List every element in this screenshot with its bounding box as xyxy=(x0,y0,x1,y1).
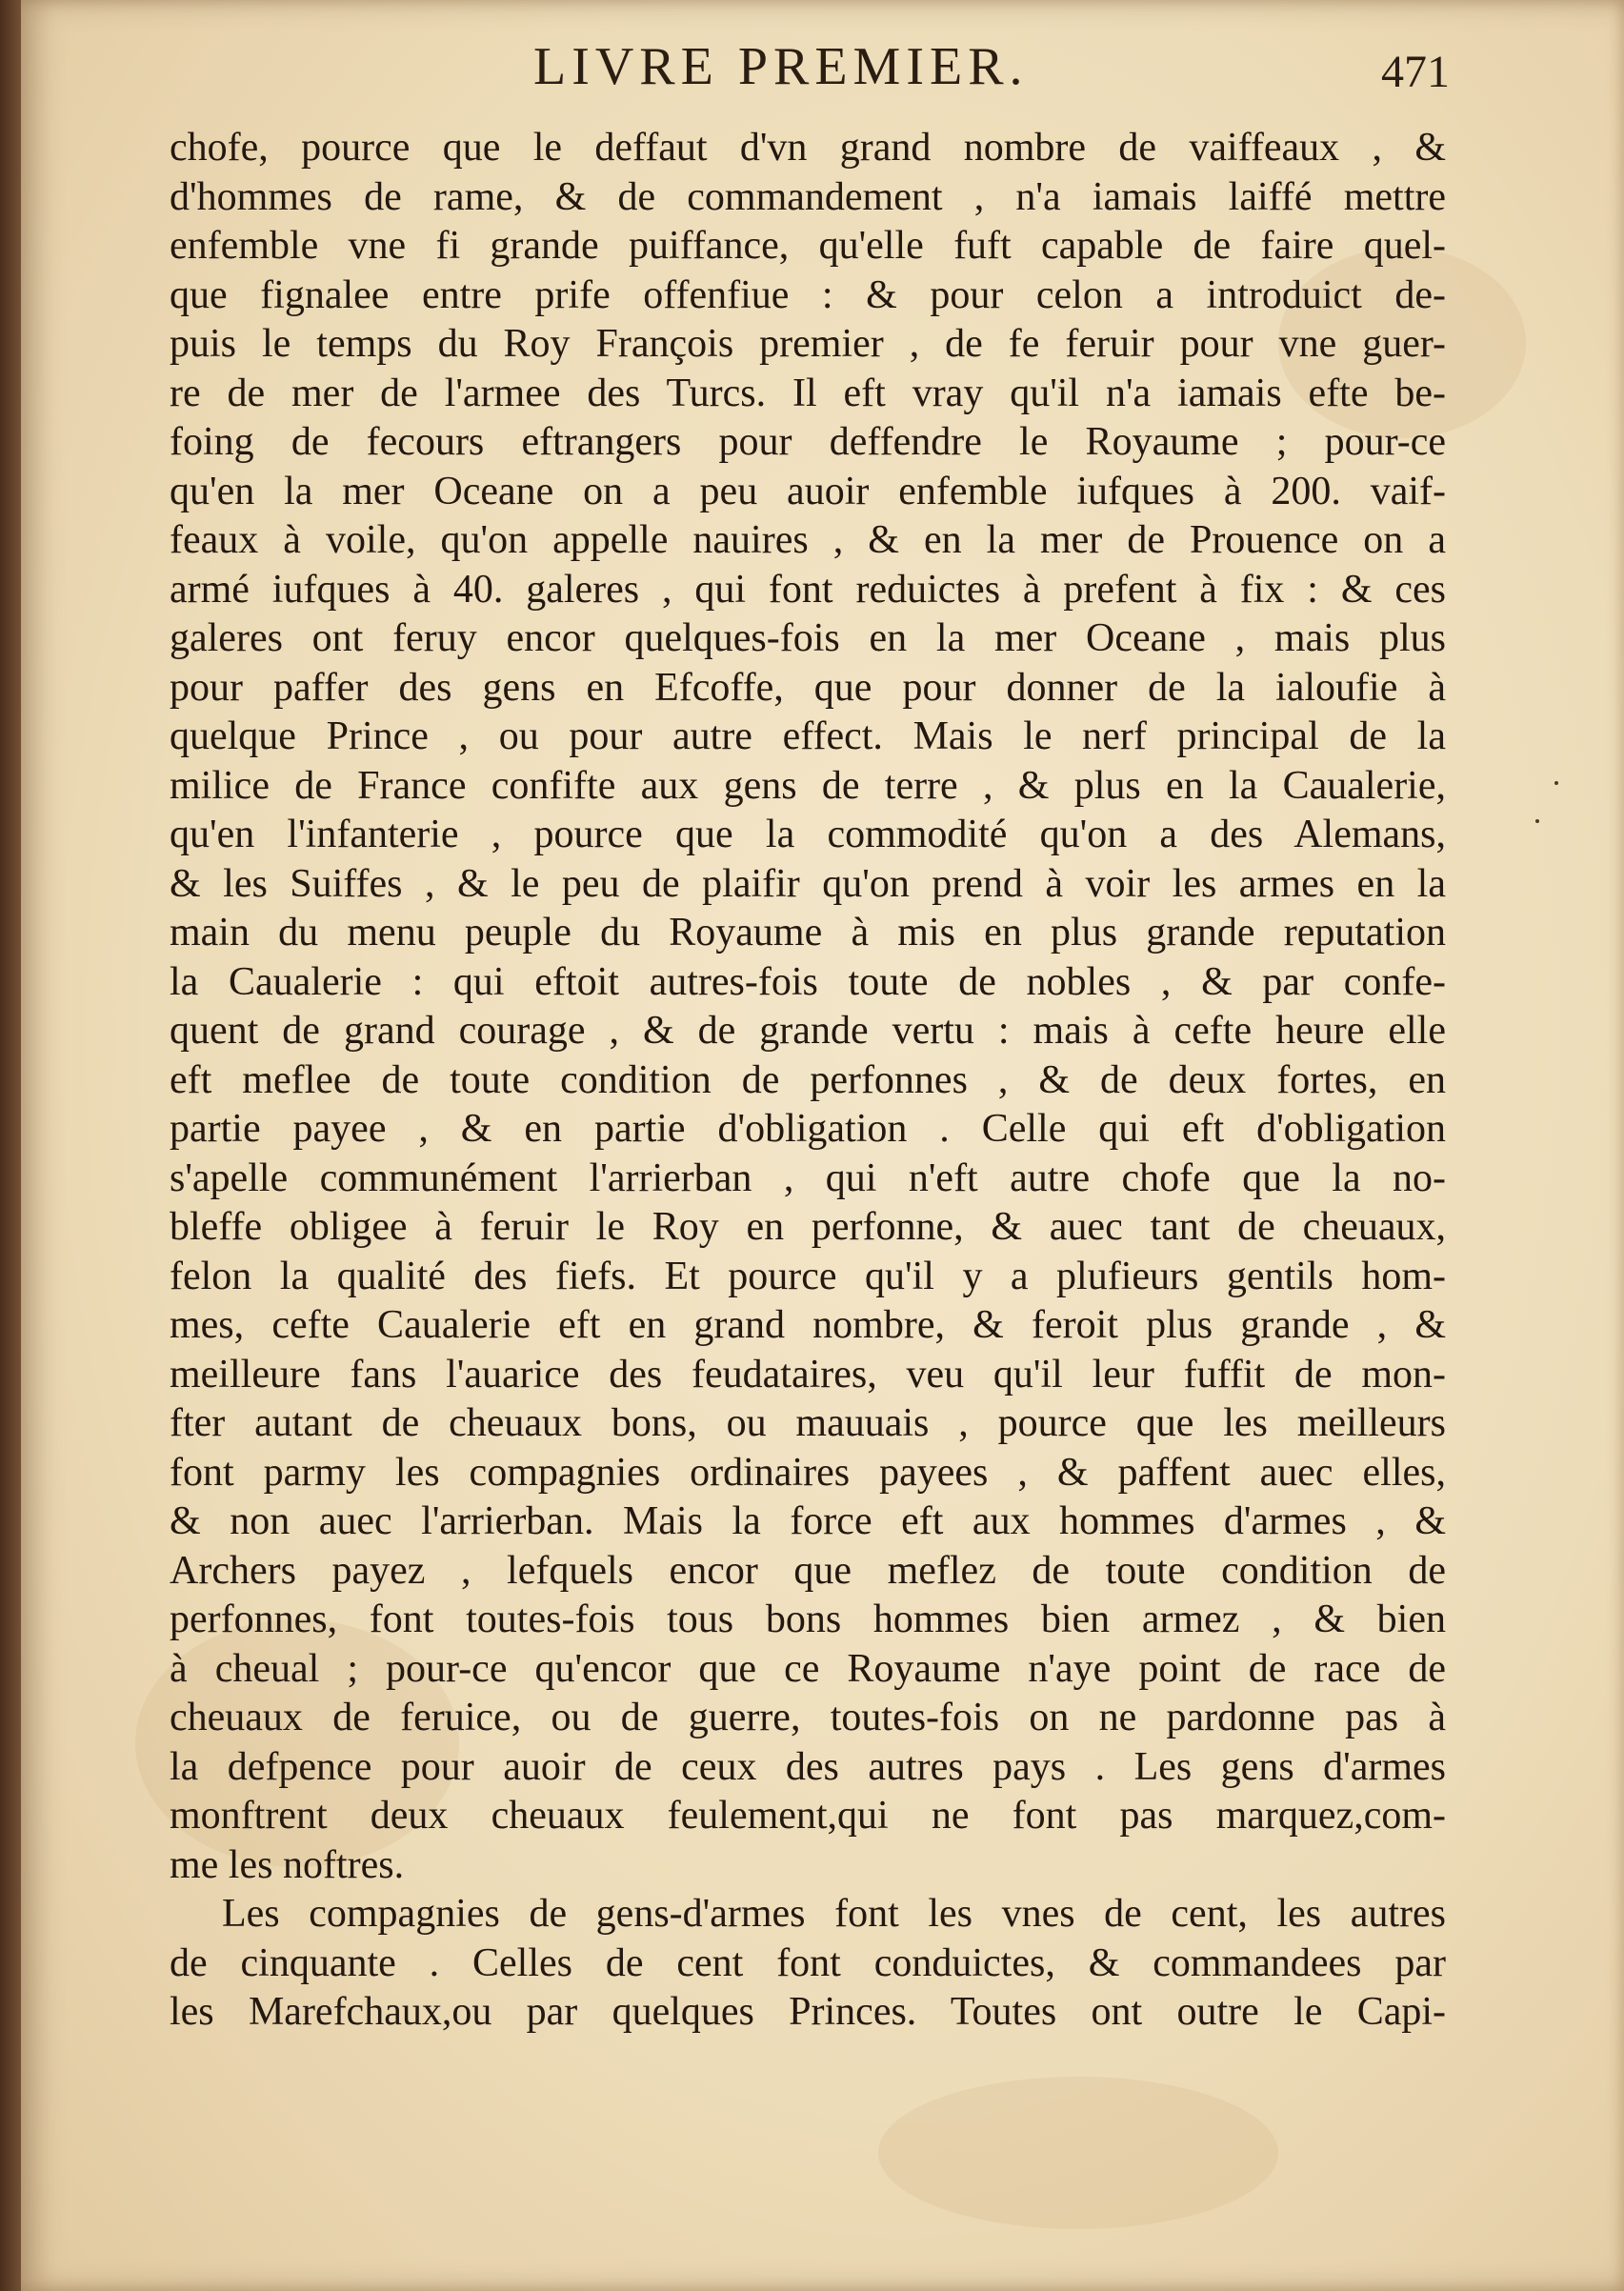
text-line: foing de fecours eftrangers pour deffendre le Royaume ; pour-ce xyxy=(170,420,1446,464)
text-line: main du menu peuple du Royaume à mis en plus grande reputation xyxy=(170,911,1446,955)
text-line: bleffe obligee à feruir le Roy en perfonne, & auec tant de cheuaux, xyxy=(170,1205,1446,1249)
text-line: que fignalee entre prife offenfiue : & pour celon a introduict de- xyxy=(170,272,1446,317)
text-line: chofe, pource que le deffaut d'vn grand nombre de vaiffeaux , & xyxy=(170,126,1446,170)
page-header xyxy=(533,36,1486,103)
text-line: & les Suiffes , & le peu de plaifir qu'on prend à voir les armes en la xyxy=(170,861,1446,906)
text-line: partie payee , & en partie d'obligation . Celle qui eft d'obligation xyxy=(170,1107,1446,1151)
body-text xyxy=(170,124,1446,2038)
ink-speck xyxy=(1554,781,1558,785)
page-number: 471 xyxy=(1381,47,1450,97)
text-line: qu'en la mer Oceane on a peu auoir enfemble iufques à 200. vaif- xyxy=(170,469,1446,513)
paragraph xyxy=(170,124,1446,1890)
running-head: LIVRE PREMIER. xyxy=(533,37,1029,96)
text-line: & non auec l'arrierban. Mais la force eft aux hommes d'armes , & xyxy=(170,1499,1446,1543)
text-line: felon la qualité des fiefs. Et pource qu'il y a plufieurs gentils hom- xyxy=(170,1254,1446,1298)
text-line: la defpence pour auoir de ceux des autres pays . Les gens d'armes xyxy=(170,1744,1446,1789)
text-line: Archers payez , lefquels encor que meflez de toute condition de xyxy=(170,1548,1446,1593)
text-line: perfonnes, font toutes-fois tous bons hommes bien armez , & bien xyxy=(170,1598,1446,1641)
text-line: quent de grand courage , & de grande vertu : mais à cefte heure elle xyxy=(170,1009,1446,1053)
text-line: les Marefchaux,ou par quelques Princes. Toutes ont outre le Capi- xyxy=(170,1990,1446,2034)
text-line: quelque Prince , ou pour autre effect. Mais le nerf principal de la xyxy=(170,714,1446,758)
text-line: font parmy les compagnies ordinaires payees , & paffent auec elles, xyxy=(170,1450,1446,1495)
ink-speck xyxy=(1535,819,1539,823)
text-line: à cheual ; pour-ce qu'encor que ce Royaume n'aye point de race de xyxy=(170,1646,1446,1691)
text-line: d'hommes de rame, & de commandement , n'a iamais laiffé mettre xyxy=(170,174,1446,219)
text-line: mes, cefte Caualerie eft en grand nombre, & feroit plus grande , & xyxy=(170,1303,1446,1347)
text-line: galeres ont feruy encor quelques-fois en la mer Oceane , mais plus xyxy=(170,616,1446,660)
text-line: la Caualerie : qui eftoit autres-fois toute de nobles , & par confe- xyxy=(170,959,1446,1004)
text-line: feaux à voile, qu'on appelle nauires , & en la mer de Prouence on a xyxy=(170,518,1446,562)
paragraph xyxy=(170,1890,1446,2038)
text-line: de cinquante . Celles de cent font conduictes, & commandees par xyxy=(170,1940,1446,1985)
text-line: eft meflee de toute condition de perfonnes , & de deux fortes, en xyxy=(170,1057,1446,1102)
text-line: puis le temps du Roy François premier , de fe feruir pour vne guer- xyxy=(170,322,1446,366)
text-line: cheuaux de feruice, ou de guerre, toutes-fois on ne pardonne pas à xyxy=(170,1696,1446,1739)
text-line: armé iufques à 40. galeres , qui font reduictes à prefent à fix : & ces xyxy=(170,567,1446,612)
text-line: meilleure fans l'auarice des feudataires, veu qu'il leur fuffit de mon- xyxy=(170,1352,1446,1397)
text-line: fter autant de cheuaux bons, ou mauuais , pource que les meilleurs xyxy=(170,1401,1446,1445)
text-line: Les compagnies de gens-d'armes font les vnes de cent, les autres xyxy=(222,1892,1446,1936)
text-line: monftrent deux cheuaux feulement,qui ne font pas marquez,com- xyxy=(170,1794,1446,1838)
text-line: pour paffer des gens en Efcoffe, que pour donner de la ialoufie à xyxy=(170,665,1446,710)
text-line: s'apelle communément l'arrierban , qui n'eft autre chofe que la no- xyxy=(170,1156,1446,1200)
text-line: qu'en l'infanterie , pource que la commodité qu'on a des Alemans, xyxy=(170,813,1446,856)
text-line: milice de France confifte aux gens de terre , & plus en la Caualerie, xyxy=(170,763,1446,808)
text-line: enfemble vne fi grande puiffance, qu'elle fuft capable de faire quel- xyxy=(170,224,1446,268)
paper-stain xyxy=(878,2077,1278,2229)
text-line: re de mer de l'armee des Turcs. Il eft vray qu'il n'a iamais efte be- xyxy=(170,371,1446,415)
text-line: me les noftres. xyxy=(170,1842,405,1887)
